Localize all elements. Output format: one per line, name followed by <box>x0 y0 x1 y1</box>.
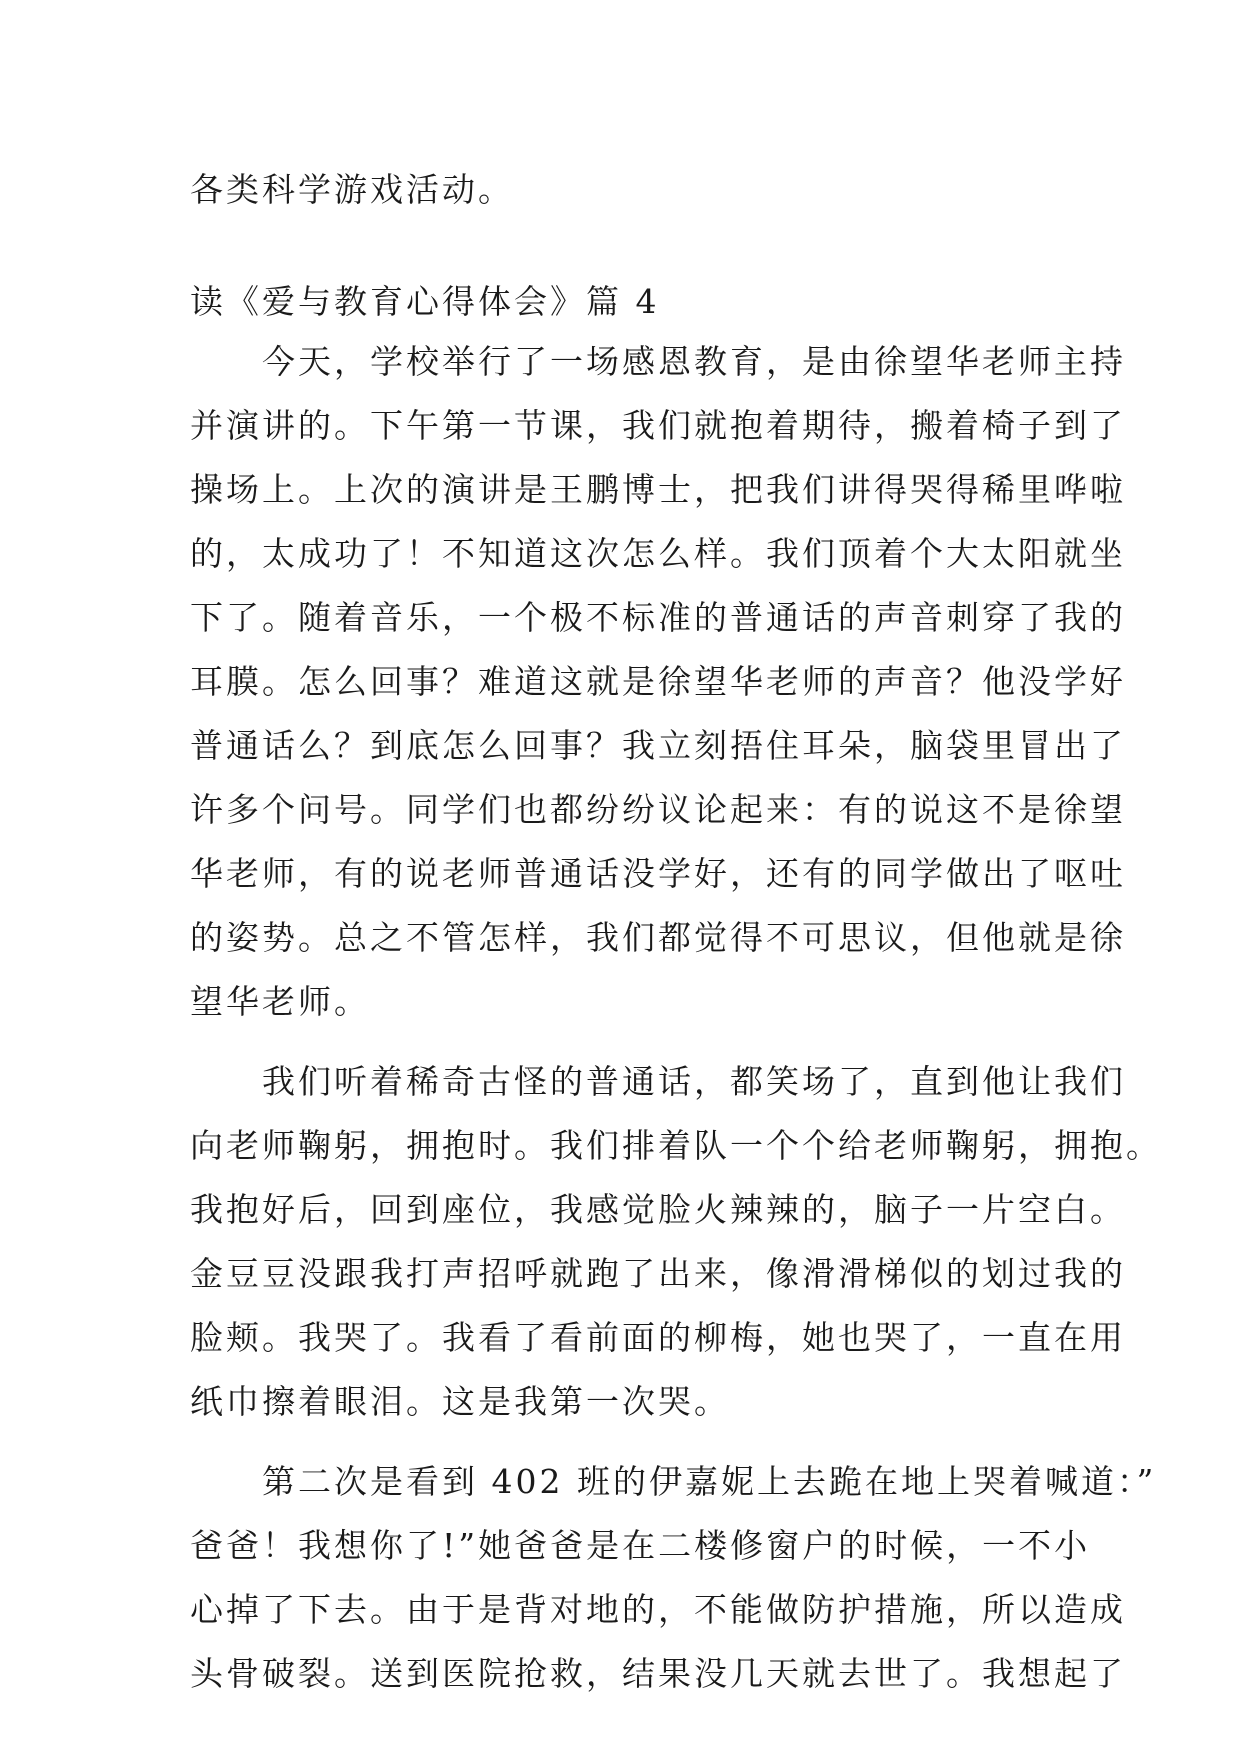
text-line: 心掉了下去。由于是背对地的，不能做防护措施，所以造成 <box>190 1590 1126 1629</box>
text-line: 的姿势。总之不管怎样，我们都觉得不可思议，但他就是徐 <box>190 918 1126 957</box>
text-line: 今天，学校举行了一场感恩教育，是由徐望华老师主持 <box>190 342 1126 381</box>
section-heading <box>190 270 1070 334</box>
text-line: 各类科学游戏活动。 <box>190 170 514 209</box>
text-line: 许多个问号。同学们也都纷纷议论起来：有的说这不是徐望 <box>190 790 1126 829</box>
text-line: 脸颊。我哭了。我看了看前面的柳梅，她也哭了，一直在用 <box>190 1318 1126 1357</box>
text-line: 操场上。上次的演讲是王鹏博士，把我们讲得哭得稀里哗啦 <box>190 470 1126 509</box>
paragraph-spacer <box>190 1034 1070 1050</box>
text-line: 华老师，有的说老师普通话没学好，还有的同学做出了呕吐 <box>190 854 1126 893</box>
text-line: 金豆豆没跟我打声招呼就跑了出来，像滑滑梯似的划过我的 <box>190 1254 1126 1293</box>
text-line: 纸巾擦着眼泪。这是我第一次哭。 <box>190 1382 730 1421</box>
carry-over-line <box>190 158 1070 222</box>
text-line: 望华老师。 <box>190 982 370 1021</box>
text-line: 向老师鞠躬，拥抱时。我们排着队一个个给老师鞠躬，拥抱。 <box>190 1126 1162 1165</box>
text-line: 的，太成功了！不知道这次怎么样。我们顶着个大太阳就坐 <box>190 534 1126 573</box>
heading-text: 读《爱与教育心得体会》篇 4 <box>190 282 660 321</box>
text-line: 普通话么？到底怎么回事？我立刻捂住耳朵，脑袋里冒出了 <box>190 726 1126 765</box>
paragraph-1 <box>190 330 1126 1034</box>
text-line: 爸爸！我想你了!”她爸爸是在二楼修窗户的时候，一不小 <box>190 1526 1091 1565</box>
text-line: 头骨破裂。送到医院抢救，结果没几天就去世了。我想起了 <box>190 1654 1126 1693</box>
text-line: 下了。随着音乐，一个极不标准的普通话的声音刺穿了我的 <box>190 598 1126 637</box>
paragraph-3 <box>190 1450 1157 1706</box>
body-text <box>190 330 1162 1706</box>
text-line: 并演讲的。下午第一节课，我们就抱着期待，搬着椅子到了 <box>190 406 1126 445</box>
text-line: 耳膜。怎么回事？难道这就是徐望华老师的声音？他没学好 <box>190 662 1126 701</box>
text-line: 我抱好后，回到座位，我感觉脸火辣辣的，脑子一片空白。 <box>190 1190 1126 1229</box>
text-line: 第二次是看到 402 班的伊嘉妮上去跪在地上哭着喊道：” <box>190 1462 1157 1501</box>
paragraph-2 <box>190 1050 1162 1434</box>
text-line: 我们听着稀奇古怪的普通话，都笑场了，直到他让我们 <box>190 1062 1126 1101</box>
paragraph-spacer <box>190 1434 1070 1450</box>
